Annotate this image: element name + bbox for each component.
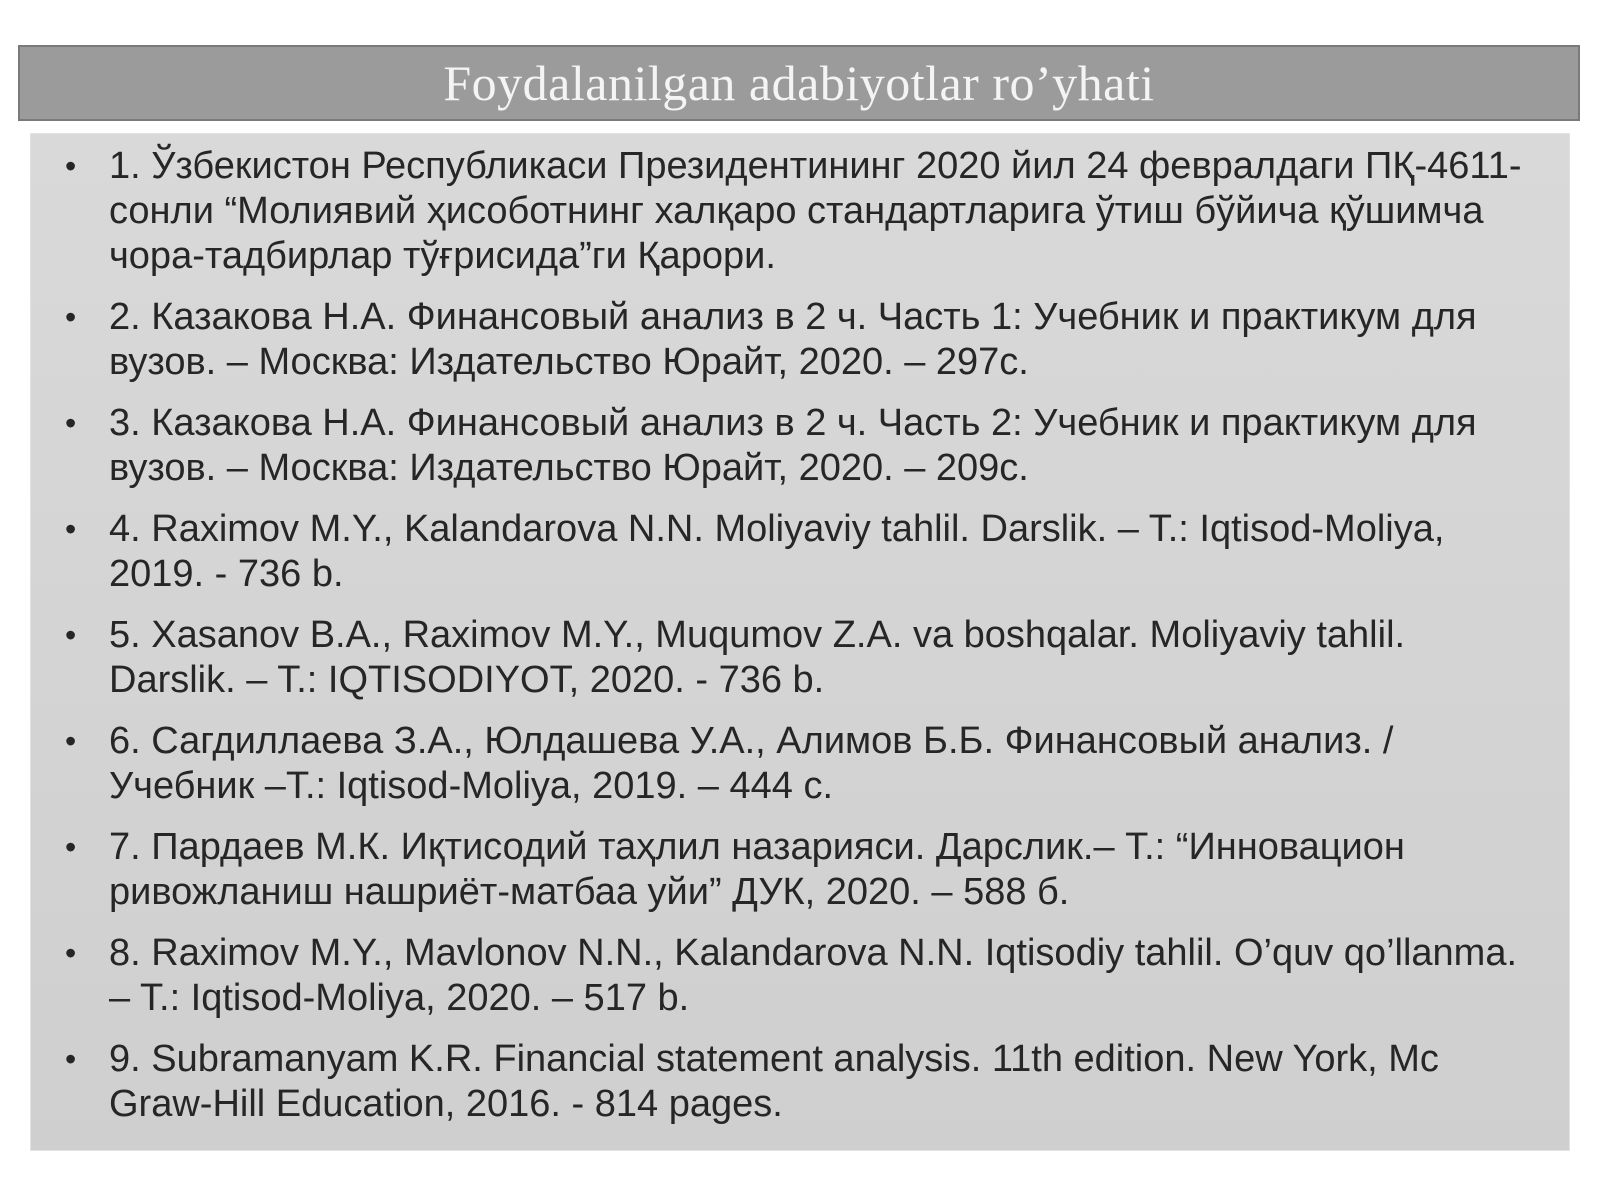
bullet-icon: • — [65, 723, 77, 759]
reference-text: 5. Xasanov B.A., Raximov M.Y., Muqumov Z.A. va boshqalar. Moliyaviy tahlil. Darslik. – T.: IQTISODIYOT, 2020. - 736 b. — [109, 614, 1406, 701]
reference-text: 1. Ўзбекистон Республикаси Президентининг 2020 йил 24 февралдаги ПҚ-4611-сонли “Молиявий ҳисоботнинг халқаро стандартларига ўтиш бўйича қўшимча чора-тадбирлар тўғрисида”ги Қарори. — [109, 145, 1522, 277]
reference-item — [47, 825, 1539, 915]
reference-item — [47, 719, 1539, 809]
bullet-icon: • — [65, 617, 77, 653]
bullet-icon: • — [65, 405, 77, 441]
reference-text: 4. Raximov M.Y., Kalandarova N.N. Moliyaviy tahlil. Darslik. – T.: Iqtisod-Moliya, 2019. - 736 b. — [109, 508, 1445, 595]
slide-title: Foydalanilgan adabiyotlar ro’yhati — [443, 55, 1155, 111]
bullet-icon: • — [65, 935, 77, 971]
bullet-icon: • — [65, 299, 77, 335]
bullet-icon: • — [65, 511, 77, 547]
title-bar — [18, 45, 1580, 121]
reference-text: 6. Сагдиллаева З.А., Юлдашева У.А., Алимов Б.Б. Финансовый анализ. / Учебник –Т.: Iqtisod-Moliya, 2019. – 444 с. — [109, 720, 1394, 807]
reference-item — [47, 613, 1539, 703]
reference-text: 8. Raximov M.Y., Mavlonov N.N., Kalandarova N.N. Iqtisodiy tahlil. O’quv qo’llanma. – T.: Iqtisod-Moliya, 2020. – 517 b. — [109, 932, 1518, 1019]
reference-item — [47, 295, 1539, 385]
reference-item — [47, 507, 1539, 597]
bullet-icon: • — [65, 829, 77, 865]
reference-item — [47, 144, 1539, 279]
reference-text: 9. Subramanyam K.R. Financial statement analysis. 11th edition. New York, Mc Graw-Hill Education, 2016. - 814 pages. — [109, 1038, 1439, 1125]
reference-item — [47, 1037, 1539, 1127]
bullet-icon: • — [65, 148, 77, 184]
reference-text: 3. Казакова Н.А. Финансовый анализ в 2 ч. Часть 2: Учебник и практикум для вузов. – Москва: Издательство Юрайт, 2020. – 209с. — [109, 402, 1477, 489]
reference-item — [47, 931, 1539, 1021]
bullet-icon: • — [65, 1041, 77, 1077]
reference-text: 2. Казакова Н.А. Финансовый анализ в 2 ч. Часть 1: Учебник и практикум для вузов. – Москва: Издательство Юрайт, 2020. – 297с. — [109, 296, 1477, 383]
reference-list — [47, 144, 1539, 1127]
references-panel — [30, 133, 1570, 1151]
reference-item — [47, 401, 1539, 491]
reference-text: 7. Пардаев М.К. Иқтисодий таҳлил назарияси. Дарслик.– Т.: “Инновацион ривожланиш нашриёт-матбаа уйи” ДУК, 2020. – 588 б. — [109, 826, 1405, 913]
